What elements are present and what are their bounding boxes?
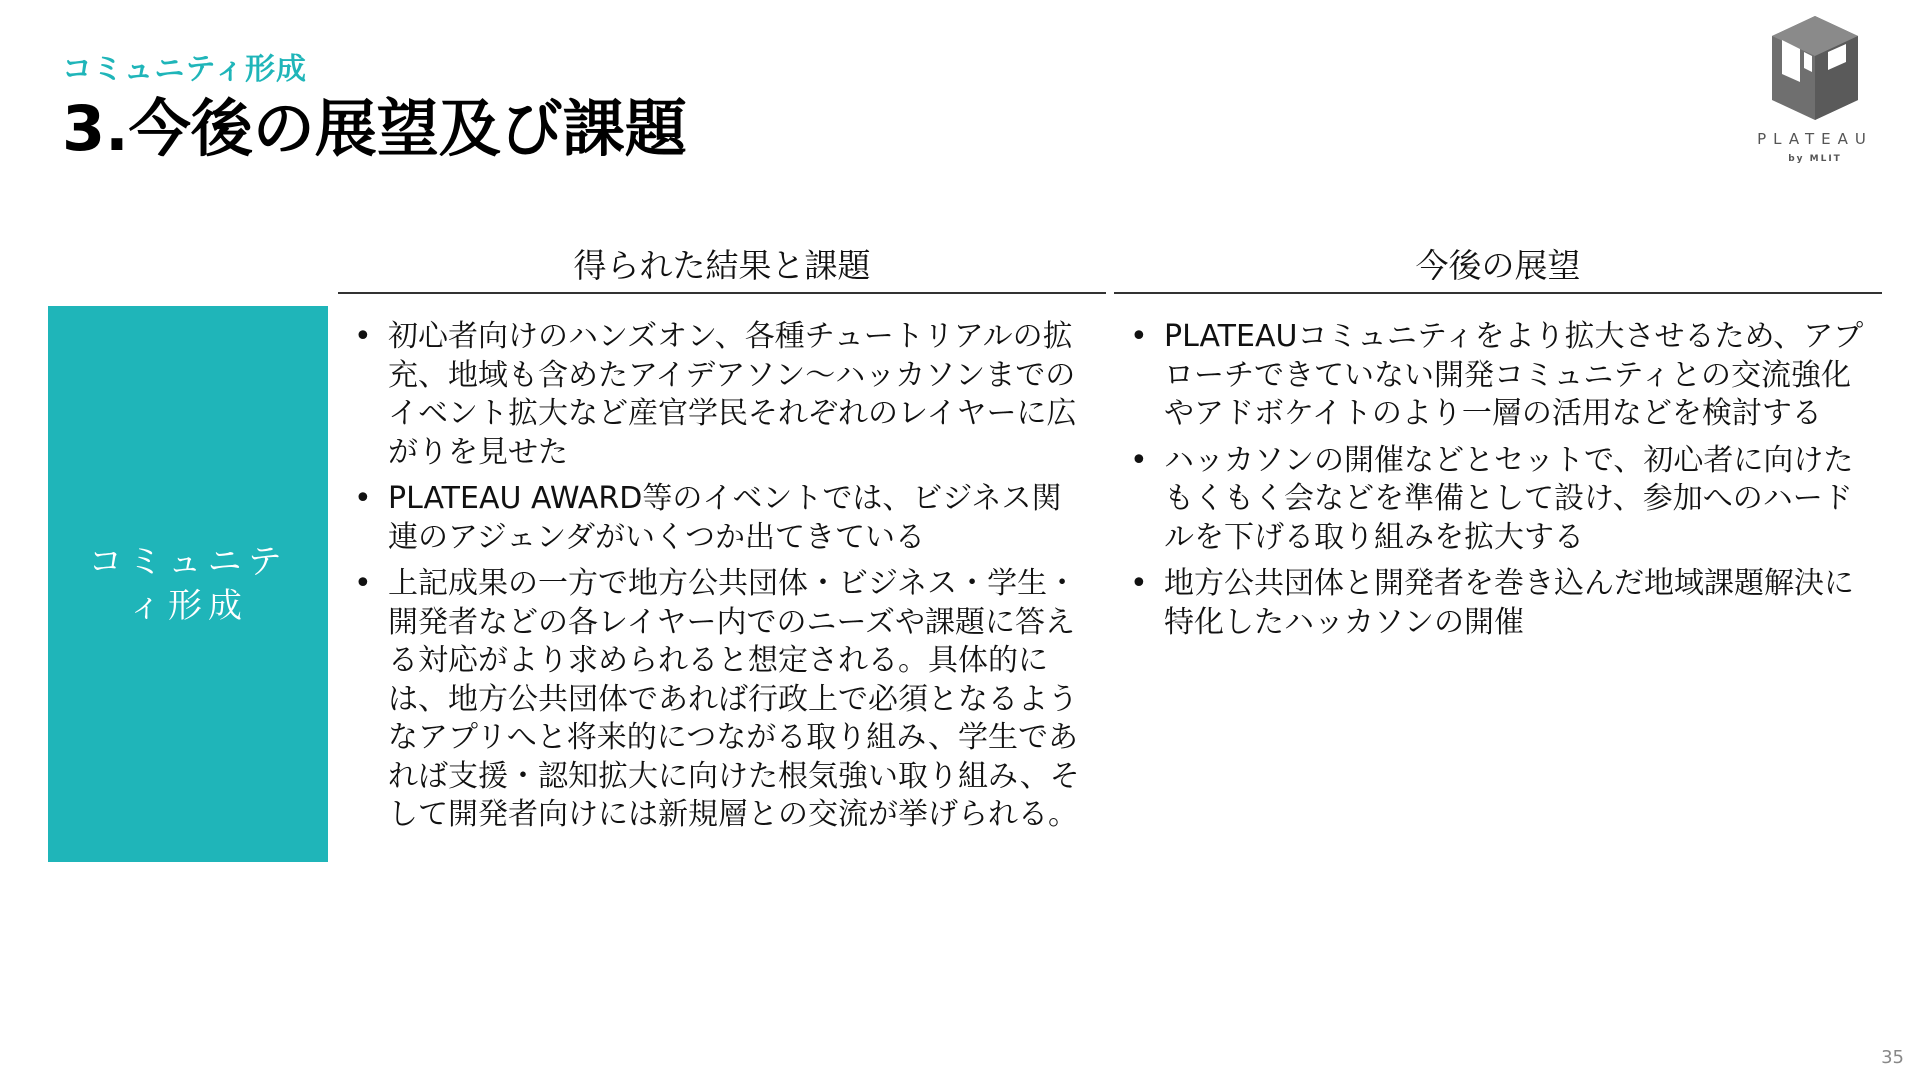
logo-subtitle: by MLIT [1788, 154, 1842, 164]
page-title: 3.今後の展望及び課題 [62, 92, 687, 165]
bullet-text: PLATEAU AWARD等のイベントでは、ビジネス関連のアジェンダがいくつか出てきている [388, 481, 1062, 555]
list-item [1126, 442, 1866, 558]
outlook-bullet-list [1126, 318, 1866, 650]
list-item [1126, 318, 1866, 434]
plateau-cube-icon [1770, 14, 1860, 124]
bullet-text: 上記成果の一方で地方公共団体・ビジネス・学生・開発者などの各レイヤー内でのニーズや課題に答える対応がより求められると想定される。具体的には、地方公共団体であれば行政上で必須となるようなアプリへと将来的につながる取り組み、学生であれば支援・認知拡大に向けた根気強い取り組み、そして開発者向けには新規層との交流が挙げられる。 [388, 566, 1080, 832]
bullet-text: PLATEAUコミュニティをより拡大させるため、アプローチできていない開発コミュニティとの交流強化やアドボケイトのより一層の活用などを検討する [1164, 319, 1864, 431]
plateau-logo [1740, 14, 1890, 174]
bullet-text: 初心者向けのハンズオン、各種チュートリアルの拡充、地域も含めたアイデアソン〜ハッカソンまでのイベント拡大など産官学民それぞれのレイヤーに広がりを見せた [388, 319, 1077, 470]
list-item [1126, 565, 1866, 642]
column-heading-results: 得られた結果と課題 [338, 244, 1106, 294]
bullet-text: ハッカソンの開催などとセットで、初心者に向けたもくもく会などを準備として設け、参加へのハードルを下げる取り組みを拡大する [1164, 442, 1854, 555]
bullet-dot: • [354, 566, 372, 601]
bullet-dot: • [1130, 566, 1148, 601]
list-item [350, 480, 1090, 557]
bullet-text: 地方公共団体と開発者を巻き込んだ地域課題解決に特化したハッカソンの開催 [1164, 566, 1854, 640]
page-number: 35 [1881, 1047, 1904, 1068]
row-label-box [48, 306, 328, 862]
results-bullet-list [350, 318, 1090, 843]
logo-wordmark: PLATEAU [1757, 130, 1873, 148]
bullet-dot: • [354, 319, 372, 354]
column-heading-outlook: 今後の展望 [1114, 244, 1882, 294]
row-label: コミュニティ形成 [88, 541, 288, 626]
list-item [350, 318, 1090, 472]
bullet-dot: • [1130, 442, 1148, 478]
list-item [350, 565, 1090, 835]
bullet-dot: • [354, 481, 372, 516]
section-kicker: コミュニティ形成 [62, 52, 307, 87]
bullet-dot: • [1130, 319, 1148, 354]
